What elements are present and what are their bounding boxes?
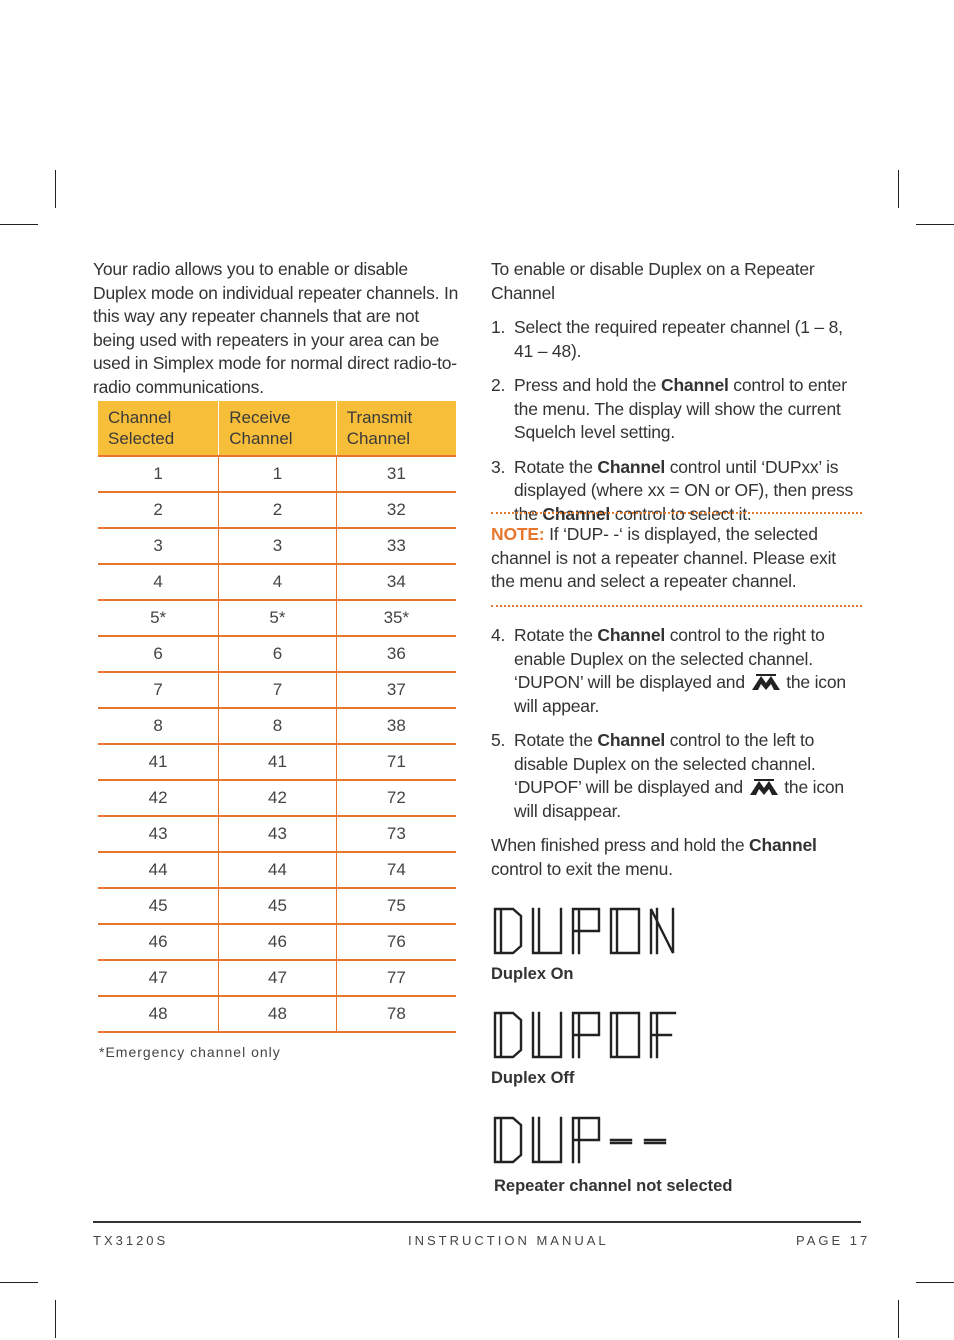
table-header-row bbox=[98, 401, 456, 456]
footer-model: TX3120S bbox=[93, 1233, 169, 1248]
crop-mark bbox=[916, 224, 954, 225]
cell-receive-channel: 46 bbox=[219, 924, 336, 960]
footer-rule bbox=[93, 1221, 861, 1223]
cell-receive-channel: 44 bbox=[219, 852, 336, 888]
cell-channel-selected: 4 bbox=[98, 564, 219, 600]
crop-mark bbox=[0, 224, 38, 225]
footer-title: INSTRUCTION MANUAL bbox=[408, 1233, 609, 1248]
table-footnote: *Emergency channel only bbox=[99, 1044, 281, 1060]
lcd-dupof-icon bbox=[491, 1010, 681, 1060]
instructions-bottom bbox=[491, 624, 863, 881]
crop-mark bbox=[898, 1300, 899, 1338]
step-1: 1. Select the required repeater channel (1 – 8, 41 – 48). bbox=[491, 317, 843, 361]
cell-transmit-channel: 37 bbox=[336, 672, 456, 708]
step-4: 4. Rotate the Channel control to the right to enable Duplex on the selected channel. ‘DUPON’ will be displayed and the icon will appear. bbox=[491, 625, 846, 716]
table-row bbox=[98, 888, 456, 924]
cell-channel-selected: 42 bbox=[98, 780, 219, 816]
table-row bbox=[98, 744, 456, 780]
cell-receive-channel: 2 bbox=[219, 492, 336, 528]
cell-transmit-channel: 32 bbox=[336, 492, 456, 528]
crop-mark bbox=[916, 1282, 954, 1283]
cell-receive-channel: 4 bbox=[219, 564, 336, 600]
table-row bbox=[98, 636, 456, 672]
cell-receive-channel: 5* bbox=[219, 600, 336, 636]
crop-mark bbox=[55, 170, 56, 208]
cell-receive-channel: 8 bbox=[219, 708, 336, 744]
repeater-icon bbox=[750, 779, 778, 795]
lcd-dup-dash-icon bbox=[491, 1115, 681, 1165]
table-row bbox=[98, 960, 456, 996]
cell-transmit-channel: 77 bbox=[336, 960, 456, 996]
channel-table bbox=[98, 401, 456, 1033]
table-row bbox=[98, 996, 456, 1032]
table-row bbox=[98, 600, 456, 636]
cell-transmit-channel: 38 bbox=[336, 708, 456, 744]
step-3: 3. Rotate the Channel control until ‘DUPxx’ is displayed (where xx = ON or OF), then press the Channel control to select it. bbox=[491, 456, 854, 524]
header-channel-selected: Channel Selected bbox=[98, 401, 219, 456]
cell-channel-selected: 3 bbox=[98, 528, 219, 564]
cell-receive-channel: 3 bbox=[219, 528, 336, 564]
lcd-caption-on: Duplex On bbox=[491, 965, 574, 983]
cell-channel-selected: 2 bbox=[98, 492, 219, 528]
cell-channel-selected: 5* bbox=[98, 600, 219, 636]
table-row bbox=[98, 852, 456, 888]
step-2: 2. Press and hold the Channel control to enter the menu. The display will show the current Squelch level setting. bbox=[491, 375, 847, 442]
cell-receive-channel: 48 bbox=[219, 996, 336, 1032]
cell-channel-selected: 48 bbox=[98, 996, 219, 1032]
cell-transmit-channel: 73 bbox=[336, 816, 456, 852]
step-5: 5. Rotate the Channel control to the left to disable Duplex on the selected channel. ‘DUPOF’ will be displayed and the icon will disappear. bbox=[491, 730, 844, 821]
table-row bbox=[98, 780, 456, 816]
cell-channel-selected: 45 bbox=[98, 888, 219, 924]
repeater-icon bbox=[752, 674, 780, 690]
cell-channel-selected: 8 bbox=[98, 708, 219, 744]
instructions-top bbox=[491, 258, 863, 537]
cell-channel-selected: 1 bbox=[98, 456, 219, 492]
table-row bbox=[98, 672, 456, 708]
cell-channel-selected: 7 bbox=[98, 672, 219, 708]
footer-page-number: PAGE 17 bbox=[796, 1233, 871, 1248]
cell-transmit-channel: 72 bbox=[336, 780, 456, 816]
cell-channel-selected: 6 bbox=[98, 636, 219, 672]
cell-transmit-channel: 71 bbox=[336, 744, 456, 780]
table-row bbox=[98, 456, 456, 492]
crop-mark bbox=[0, 1282, 38, 1283]
cell-channel-selected: 44 bbox=[98, 852, 219, 888]
cell-transmit-channel: 35* bbox=[336, 600, 456, 636]
note-label: NOTE: bbox=[491, 524, 545, 544]
cell-transmit-channel: 76 bbox=[336, 924, 456, 960]
cell-channel-selected: 41 bbox=[98, 744, 219, 780]
cell-transmit-channel: 78 bbox=[336, 996, 456, 1032]
cell-receive-channel: 47 bbox=[219, 960, 336, 996]
cell-transmit-channel: 34 bbox=[336, 564, 456, 600]
cell-channel-selected: 43 bbox=[98, 816, 219, 852]
table-row bbox=[98, 708, 456, 744]
intro-paragraph: Your radio allows you to enable or disable Duplex mode on individual repeater channels. In this way any repeater channels that are not being used with repeaters in your area can be used in Simplex mode for normal direct radio-to-radio communications. bbox=[93, 259, 459, 397]
cell-transmit-channel: 31 bbox=[336, 456, 456, 492]
lcd-caption-not-selected: Repeater channel not selected bbox=[494, 1177, 733, 1195]
note-box bbox=[491, 512, 862, 607]
table-row bbox=[98, 528, 456, 564]
cell-transmit-channel: 36 bbox=[336, 636, 456, 672]
cell-transmit-channel: 33 bbox=[336, 528, 456, 564]
cell-receive-channel: 43 bbox=[219, 816, 336, 852]
cell-channel-selected: 47 bbox=[98, 960, 219, 996]
cell-receive-channel: 6 bbox=[219, 636, 336, 672]
cell-receive-channel: 1 bbox=[219, 456, 336, 492]
cell-receive-channel: 42 bbox=[219, 780, 336, 816]
cell-transmit-channel: 74 bbox=[336, 852, 456, 888]
header-transmit-channel: Transmit Channel bbox=[336, 401, 456, 456]
cell-transmit-channel: 75 bbox=[336, 888, 456, 924]
cell-receive-channel: 41 bbox=[219, 744, 336, 780]
crop-mark bbox=[898, 170, 899, 208]
table-row bbox=[98, 816, 456, 852]
crop-mark bbox=[55, 1300, 56, 1338]
table-row bbox=[98, 564, 456, 600]
table-row bbox=[98, 492, 456, 528]
finish-instruction: When finished press and hold the Channel control to exit the menu. bbox=[491, 835, 817, 879]
table-row bbox=[98, 924, 456, 960]
cell-channel-selected: 46 bbox=[98, 924, 219, 960]
cell-receive-channel: 7 bbox=[219, 672, 336, 708]
lcd-dupon-icon bbox=[491, 906, 681, 956]
instructions-heading: To enable or disable Duplex on a Repeater Channel bbox=[491, 259, 815, 303]
note-text: If ‘DUP- -‘ is displayed, the selected channel is not a repeater channel. Please exit the menu and select a repeater channel. bbox=[491, 524, 836, 591]
lcd-caption-off: Duplex Off bbox=[491, 1069, 575, 1087]
cell-receive-channel: 45 bbox=[219, 888, 336, 924]
header-receive-channel: Receive Channel bbox=[219, 401, 336, 456]
